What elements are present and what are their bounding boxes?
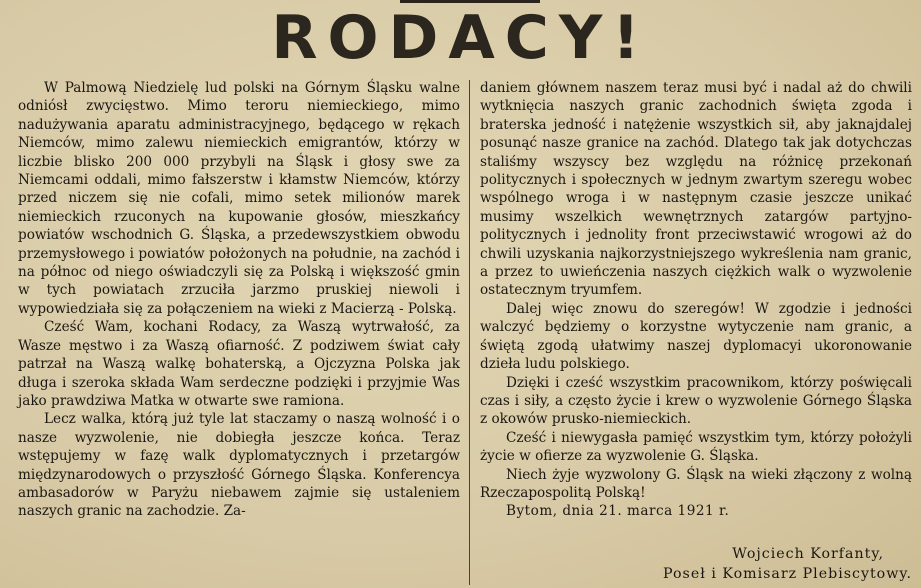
paragraph: Cześć i niewygasła pamięć wszystkim tym, którzy położyli życie w ofierze za wyzwolenie G. Śląska.: [480, 429, 912, 465]
paragraph: Niech żyje wyzwolony G. Śląsk na wieki złączony z wolną Rzeczapospolitą Polską!: [480, 466, 912, 501]
column-divider: [469, 80, 470, 585]
paragraph: Lecz walka, którą już tyle lat staczamy o naszą wolność i o nasze wyzwolenie, nie dobiegła jeszcze końca. Teraz wstępujemy w fazę walk dyplomatycznych i przetargów międzynarodowych o przyszłość Górnego Śląska. Konferencya ambasadorów w Paryżu niebawem zajmie się ustaleniem naszych granic na zachodzie. Za-: [18, 411, 460, 520]
signature-name: Wojciech Korfanty,: [732, 546, 884, 562]
paragraph: Dzięki i cześć wszystkim pracownikom, którzy poświęcali czas i siły, a często życie i krew o wyzwolenie Górnego Śląska z okowów prusko-niemieckich.: [480, 374, 912, 428]
right-column: [480, 79, 912, 521]
signature-title: Poseł i Komisarz Plebiscytowy.: [663, 566, 912, 582]
left-column: [18, 79, 460, 521]
paragraph: W Palmową Niedzielę lud polski na Górnym Śląsku walne odniósł zwycięstwo. Mimo teroru niemieckiego, mimo nadużywania aparatu administracyjnego, będącego w rękach Niemców, mimo zalewu niemieckich emigrantów, którzy w liczbie blisko 200 000 przybyli na Śląsk i głosy swe za Niemcami oddali, mimo fałszerstw i kłamstw Niemców, którzy przed niczem się nie cofali, mimo setek milionów marek niemieckich rzuconych na kupowanie głosów, mieszkańcy powiatów wschodnich G. Śląska, a przedewszystkiem obwodu przemysłowego i powiatów położonych na południe, na zachód i na północ od niego oświadczyli się za Polską i większość gmin w tych powiatach zrzuciła jarzmo pruskiej niewoli i wypowiedziała się za połączeniem na wieki z Macierzą - Polską.: [18, 80, 460, 317]
date-line: Bytom, dnia 21. marca 1921 r.: [506, 503, 730, 520]
paragraph: Dalej więc znowu do szeregów! W zgodzie i jedności walczyć będziemy o korzystne wytyczenie nam granic, a świętą zgodą ułatwimy naszej dyplomacyi ukoronowanie dzieła ludu polskiego.: [480, 300, 912, 373]
paragraph: Cześć Wam, kochani Rodacy, za Waszą wytrwałość, za Wasze męstwo i za Waszą ofiarność. Z podziwem świat cały patrzał na Waszą walkę bohaterską, a Ojczyzna Polska jak długa i szeroka składa Wam serdeczne podzięki i przyjmie Was jako prawdziwa Matka w otwarte swe ramiona.: [18, 319, 460, 409]
paragraph: daniem głównem naszem teraz musi być i nadal aż do chwili wytknięcia naszych granic zachodnich święta zgoda i braterska jedność i natężenie wszystkich sił, aby jaknajdalej posunąć nasze granice na zachód. Dlatego tak jak dotychczas staliśmy wszyscy bez względu na różnicę przekonań politycznych i społecznych w jednym zwartym szeregu wobec wspólnego wroga i w następnym czasie jeszcze unikać musimy wszelkich wewnętrznych zatargów partyjno-politycznych i jednolity front przeciwstawić wrogowi aż do chwili uzyskania najkorzystniejszego wykreślenia nam granic, a przez to uwieńczenia naszych ciężkich walk o wyzwolenie ostatecznym tryumfem.: [480, 80, 912, 299]
headline: RODACY!: [271, 3, 650, 73]
